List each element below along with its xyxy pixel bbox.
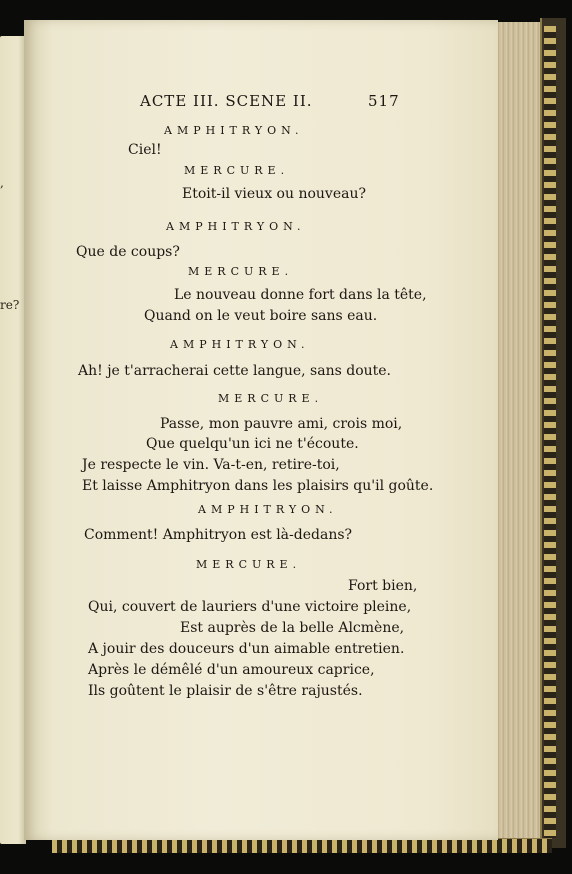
verse-line: Quand on le veut boire sans eau. [144, 308, 378, 324]
speaker-label: MERCURE. [188, 265, 294, 278]
page-stack-edge [490, 22, 546, 842]
verse-line: Le nouveau donne fort dans la tête, [174, 287, 427, 303]
speaker-label: MERCURE. [196, 558, 302, 571]
left-page-fragment: re? [0, 298, 20, 312]
speaker-label: MERCURE. [184, 164, 290, 177]
speaker-label: MERCURE. [218, 392, 324, 405]
verse-line: Fort bien, [348, 578, 418, 594]
verse-line: Comment! Amphitryon est là-dedans? [84, 527, 353, 543]
verse-line: Après le démêlé d'un amoureux caprice, [88, 662, 375, 678]
verse-line: Ils goûtent le plaisir de s'être rajustés. [88, 683, 363, 699]
verse-line: A jouir des douceurs d'un aimable entretien. [88, 641, 405, 657]
left-page-edge [0, 36, 26, 844]
verse-line: Ah! je t'arracherai cette langue, sans doute. [78, 363, 392, 379]
verse-line: Que de coups? [76, 244, 180, 260]
verse-line: Etoit-il vieux ou nouveau? [182, 186, 366, 202]
speaker-label: AMPHITRYON. [164, 124, 304, 137]
speaker-label: AMPHITRYON. [198, 503, 338, 516]
verse-line: Est auprès de la belle Alcmène, [180, 620, 405, 636]
verse-line: Qui, couvert de lauriers d'une victoire pleine, [88, 599, 412, 615]
verse-line: Je respecte le vin. Va-t-en, retire-toi, [82, 457, 340, 473]
speaker-label: AMPHITRYON. [170, 338, 310, 351]
left-page-fragment: , [0, 176, 4, 190]
verse-line: Et laisse Amphitryon dans les plaisirs qu'il goûte. [82, 478, 434, 494]
binding-gilt-ornament [544, 26, 556, 838]
show-through [104, 116, 504, 118]
verse-line: Que quelqu'un ici ne t'écoute. [146, 436, 359, 452]
page-number: 517 [368, 92, 400, 110]
bottom-gilt-ornament [52, 838, 552, 853]
verse-line: Passe, mon pauvre ami, crois moi, [160, 416, 403, 432]
speaker-label: AMPHITRYON. [166, 220, 306, 233]
verse-line: Ciel! [128, 142, 162, 158]
running-head-title: ACTE III. SCENE II. [140, 92, 313, 110]
book-page [24, 20, 498, 840]
